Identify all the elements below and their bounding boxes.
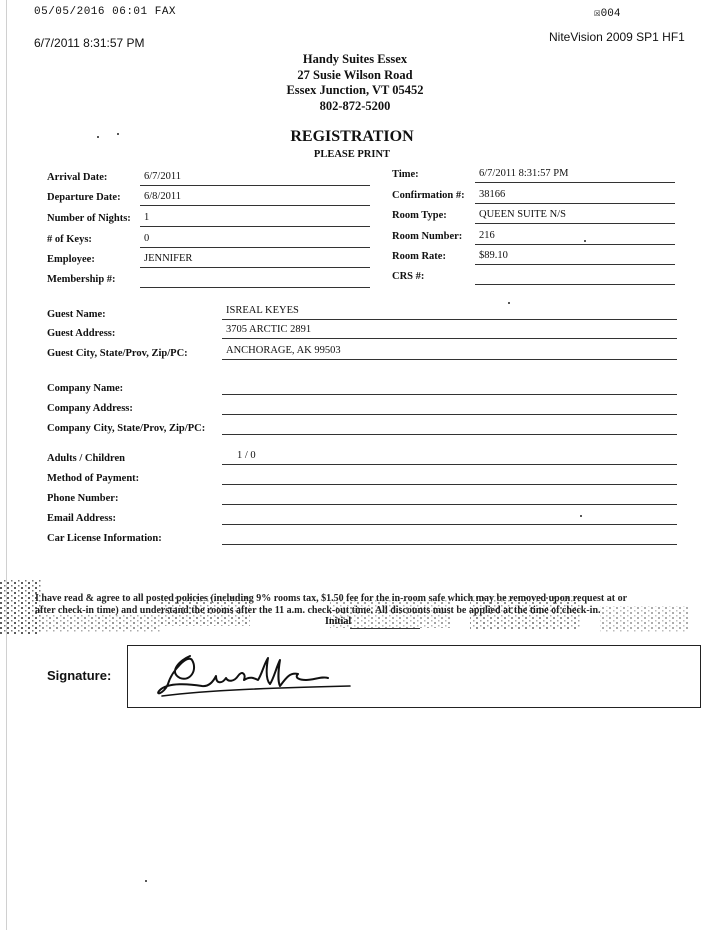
guest-address-label: Guest Address: <box>47 328 116 339</box>
employee-value: JENNIFER <box>144 253 193 264</box>
employee-label: Employee: <box>47 254 95 265</box>
guest-address-line <box>222 338 677 339</box>
guest-name-line <box>222 319 677 320</box>
room-rate-label: Room Rate: <box>392 251 446 262</box>
fax-speck <box>97 136 99 138</box>
time-value: 6/7/2011 8:31:57 PM <box>479 168 569 179</box>
company-address-line <box>222 414 677 415</box>
keys-label: # of Keys: <box>47 234 92 245</box>
car-license-line <box>222 544 677 545</box>
departure-date-line <box>140 205 370 206</box>
arrival-date-line <box>140 185 370 186</box>
fax-header: 05/05/2016 06:01 FAX <box>34 6 177 18</box>
nights-line <box>140 226 370 227</box>
room-rate-line <box>475 264 675 265</box>
policy-text <box>35 593 685 617</box>
guest-address-value: 3705 ARCTIC 2891 <box>226 324 312 335</box>
fax-page-number: ☒004 <box>594 8 621 20</box>
email-label: Email Address: <box>47 513 116 524</box>
departure-date-label: Departure Date: <box>47 192 121 203</box>
company-address-label: Company Address: <box>47 403 133 414</box>
room-type-value: QUEEN SUITE N/S <box>479 209 566 220</box>
print-system: NiteVision 2009 SP1 HF1 <box>549 30 685 44</box>
fax-speck <box>580 515 582 517</box>
crs-label: CRS #: <box>392 271 425 282</box>
phone-number-label: Phone Number: <box>47 493 119 504</box>
company-name-label: Company Name: <box>47 383 124 394</box>
hotel-address-2: Essex Junction, VT 05452 <box>286 83 424 97</box>
arrival-date-label: Arrival Date: <box>47 172 108 183</box>
nights-label: Number of Nights: <box>47 213 131 224</box>
room-type-line <box>475 223 675 224</box>
fax-speck <box>508 302 510 304</box>
time-line <box>475 182 675 183</box>
guest-name-value: ISREAL KEYES <box>226 305 299 316</box>
adults-children-value: 1 / 0 <box>237 450 256 461</box>
fax-speck <box>145 880 147 882</box>
arrival-date-value: 6/7/2011 <box>144 171 181 182</box>
employee-line <box>140 267 370 268</box>
hotel-phone: 802-872-5200 <box>319 98 391 113</box>
guest-city-value: ANCHORAGE, AK 99503 <box>226 345 341 356</box>
payment-method-label: Method of Payment: <box>47 473 140 484</box>
fax-speck <box>584 240 586 242</box>
membership-label: Membership #: <box>47 274 116 285</box>
fax-speck <box>117 133 119 135</box>
print-timestamp: 6/7/2011 8:31:57 PM <box>34 36 145 50</box>
time-label: Time: <box>392 169 419 180</box>
guest-city-line <box>222 359 677 360</box>
initial-label: Initial <box>325 616 352 627</box>
email-line <box>222 524 677 525</box>
room-number-value: 216 <box>479 230 495 241</box>
hotel-block <box>0 52 720 114</box>
guest-name-label: Guest Name: <box>47 309 106 320</box>
adults-children-label: Adults / Children <box>47 453 125 464</box>
nights-value: 1 <box>144 212 150 223</box>
confirmation-line <box>475 203 675 204</box>
keys-line <box>140 247 370 248</box>
membership-line <box>140 287 370 288</box>
room-number-label: Room Number: <box>392 231 463 242</box>
hotel-address-1: 27 Susie Wilson Road <box>297 67 413 82</box>
room-type-label: Room Type: <box>392 210 447 221</box>
form-subtitle: PLEASE PRINT <box>313 149 391 160</box>
handwritten-signature <box>150 650 390 702</box>
crs-line <box>475 284 675 285</box>
company-name-line <box>222 394 677 395</box>
guest-city-label: Guest City, State/Prov, Zip/PC: <box>47 348 188 359</box>
adults-children-line <box>222 464 677 465</box>
room-rate-value: $89.10 <box>479 250 508 261</box>
room-number-line <box>475 244 675 245</box>
company-city-label: Company City, State/Prov, Zip/PC: <box>47 423 206 434</box>
car-license-label: Car License Information: <box>47 533 162 544</box>
policy-line-2: after check-in time) and understand the rooms after the 11 a.m. check-out time. All discounts must be applied at the time of check-in. <box>35 605 601 616</box>
company-city-line <box>222 434 677 435</box>
signature-label: Signature: <box>47 668 112 683</box>
policy-line-1: I have read & agree to all posted policies (including 9% rooms tax, $1.50 fee for the in-room safe which may be removed upon request at or <box>35 593 628 604</box>
form-title: REGISTRATION <box>290 128 414 145</box>
initial-line <box>350 628 420 629</box>
payment-method-line <box>222 484 677 485</box>
confirmation-value: 38166 <box>479 189 506 200</box>
departure-date-value: 6/8/2011 <box>144 191 181 202</box>
confirmation-label: Confirmation #: <box>392 190 465 201</box>
phone-number-line <box>222 504 677 505</box>
hotel-name: Handy Suites Essex <box>302 52 408 66</box>
keys-value: 0 <box>144 233 150 244</box>
